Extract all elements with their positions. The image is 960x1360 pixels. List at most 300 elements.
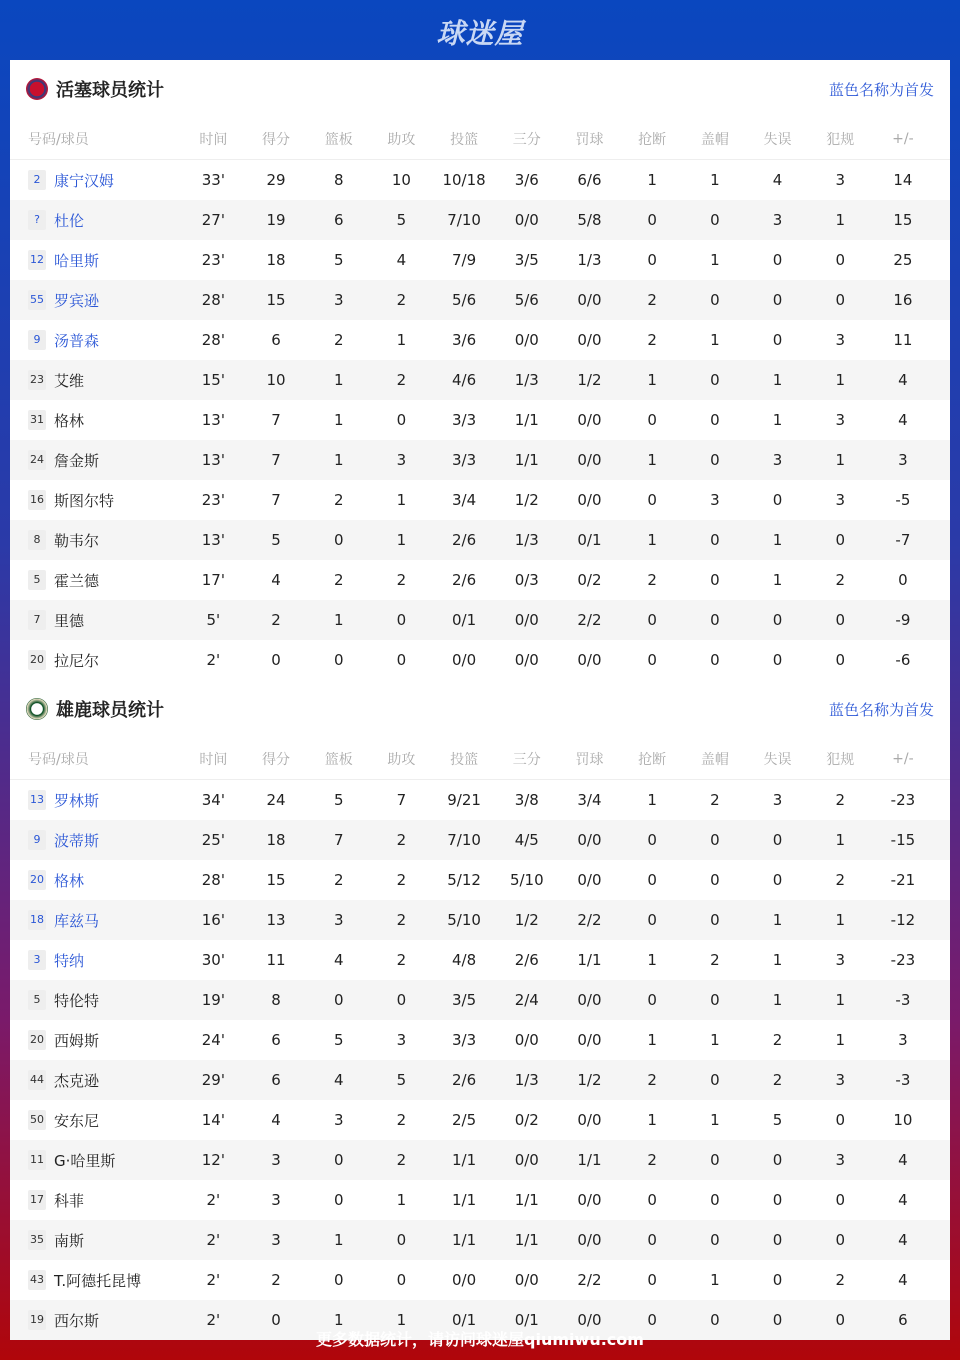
stat-盖帽: 0 <box>710 831 720 849</box>
stat-+/-: -5 <box>895 491 911 509</box>
stat-+/-: 4 <box>898 1231 908 1249</box>
stat-+/-: -12 <box>890 911 916 929</box>
stat-犯规: 1 <box>835 831 845 849</box>
player-row[interactable] <box>10 240 950 280</box>
stat-三分: 4/5 <box>514 831 539 849</box>
column-header[interactable]: 三分 <box>512 751 541 768</box>
player-cell[interactable] <box>10 1190 182 1211</box>
stat-三分: 1/3 <box>514 531 539 549</box>
stat-得分: 6 <box>271 1071 281 1089</box>
player-row[interactable] <box>10 600 950 640</box>
player-row[interactable] <box>10 560 950 600</box>
stat-失误: 4 <box>772 171 783 189</box>
stat-+/-: -7 <box>895 531 911 549</box>
player-cell[interactable] <box>10 610 182 631</box>
section-title <box>10 60 950 118</box>
player-name[interactable]: 拉尼尔 <box>54 651 100 670</box>
stat-失误: 1 <box>772 411 783 429</box>
player-name[interactable]: 杜伦 <box>54 211 85 230</box>
stat-助攻: 0 <box>396 611 407 629</box>
stat-+/-: 4 <box>898 1271 908 1289</box>
stat-篮板: 7 <box>333 831 344 849</box>
stat-篮板: 2 <box>333 491 344 509</box>
player-name[interactable]: 波蒂斯 <box>54 831 100 850</box>
jersey-number: 16 <box>28 490 46 510</box>
player-cell[interactable] <box>10 370 182 391</box>
stat-篮板: 8 <box>333 171 344 189</box>
stat-失误: 3 <box>772 451 783 469</box>
stat-+/-: 3 <box>898 451 908 469</box>
player-name[interactable]: 康宁汉姆 <box>54 171 115 190</box>
stat-罚球: 0/0 <box>577 411 602 429</box>
stat-盖帽: 0 <box>710 871 720 889</box>
player-row[interactable] <box>10 1100 950 1140</box>
jersey-number: 17 <box>28 1190 46 1210</box>
stat-篮板: 0 <box>333 1151 344 1169</box>
stat-投篮: 4/6 <box>452 371 477 389</box>
stat-盖帽: 0 <box>710 411 720 429</box>
stat-盖帽: 0 <box>710 1151 720 1169</box>
table-header <box>10 118 950 160</box>
player-name[interactable]: 安东尼 <box>54 1111 100 1130</box>
stat-得分: 13 <box>266 911 286 929</box>
column-header[interactable]: 投篮 <box>450 751 479 768</box>
stat-三分: 0/0 <box>514 1271 539 1289</box>
stat-+/-: 0 <box>898 571 908 589</box>
stat-盖帽: 2 <box>710 951 720 969</box>
column-header[interactable]: 号码/球员 <box>28 751 89 768</box>
player-name[interactable]: 霍兰德 <box>54 571 100 590</box>
stat-篮板: 5 <box>333 251 344 269</box>
player-name[interactable]: 斯图尔特 <box>54 491 115 510</box>
stat-时间: 2' <box>206 651 221 669</box>
player-row[interactable] <box>10 280 950 320</box>
jersey-number: 24 <box>28 450 46 470</box>
column-header[interactable]: +/- <box>892 130 914 147</box>
column-header[interactable]: 盖帽 <box>700 751 729 768</box>
stat-投篮: 3/6 <box>452 331 477 349</box>
column-header[interactable]: 罚球 <box>575 751 604 768</box>
starter-note: 蓝色名称为首发 <box>828 80 934 99</box>
player-name[interactable]: 汤普森 <box>54 331 100 350</box>
player-name[interactable]: 库兹马 <box>54 911 100 930</box>
stat-三分: 0/0 <box>514 1031 539 1049</box>
stat-盖帽: 2 <box>710 791 720 809</box>
stat-时间: 29' <box>201 1071 225 1089</box>
column-header[interactable]: 得分 <box>262 751 291 768</box>
player-row[interactable] <box>10 160 950 200</box>
stat-犯规: 3 <box>835 171 845 189</box>
stat-犯规: 0 <box>835 251 845 269</box>
stat-时间: 13' <box>201 451 225 469</box>
column-header[interactable]: 失误 <box>763 131 792 148</box>
player-cell[interactable] <box>10 570 182 591</box>
stat-盖帽: 0 <box>710 911 720 929</box>
stat-篮板: 0 <box>333 1271 344 1289</box>
column-header[interactable]: 篮板 <box>324 131 353 148</box>
stat-得分: 2 <box>271 1271 281 1289</box>
player-name[interactable]: 詹金斯 <box>54 451 100 470</box>
stat-抢断: 2 <box>647 1071 657 1089</box>
player-cell[interactable] <box>10 1270 182 1291</box>
section-title <box>10 680 950 738</box>
stat-失误: 2 <box>772 1071 783 1089</box>
player-cell[interactable] <box>10 490 182 511</box>
stat-+/-: -23 <box>890 951 916 969</box>
stat-失误: 1 <box>772 571 783 589</box>
stat-抢断: 0 <box>647 871 657 889</box>
stat-罚球: 0/0 <box>577 1311 602 1329</box>
player-cell[interactable] <box>10 910 182 931</box>
stat-时间: 23' <box>201 251 225 269</box>
jersey-number: 11 <box>28 1150 46 1170</box>
jersey-number: 13 <box>28 790 46 810</box>
column-header[interactable]: 号码/球员 <box>28 131 89 148</box>
stat-助攻: 2 <box>396 911 407 929</box>
player-cell[interactable] <box>10 830 182 851</box>
stat-罚球: 0/0 <box>577 651 602 669</box>
stat-犯规: 1 <box>835 211 845 229</box>
footer-promo[interactable]: 更多数据统计，请访问球迷屋qiumiwu.com <box>316 1330 644 1349</box>
stat-投篮: 4/8 <box>452 951 477 969</box>
stat-失误: 1 <box>772 371 783 389</box>
stat-投篮: 3/3 <box>452 451 477 469</box>
stat-助攻: 0 <box>396 411 407 429</box>
stat-篮板: 1 <box>333 1311 344 1329</box>
player-name[interactable]: T.阿德托昆博 <box>54 1271 142 1290</box>
stat-投篮: 2/6 <box>452 531 477 549</box>
stat-犯规: 1 <box>835 371 845 389</box>
stat-抢断: 1 <box>647 951 657 969</box>
stat-罚球: 0/0 <box>577 331 602 349</box>
stat-罚球: 1/1 <box>577 951 602 969</box>
column-header[interactable]: 罚球 <box>575 131 604 148</box>
stat-失误: 5 <box>772 1111 783 1129</box>
stat-投篮: 1/1 <box>452 1151 477 1169</box>
column-header[interactable]: +/- <box>892 750 914 767</box>
player-name[interactable]: 罗林斯 <box>54 791 100 810</box>
stat-盖帽: 1 <box>710 1031 720 1049</box>
stat-篮板: 3 <box>333 291 344 309</box>
stat-罚球: 1/3 <box>577 251 602 269</box>
player-row[interactable] <box>10 940 950 980</box>
stat-罚球: 1/2 <box>577 371 602 389</box>
player-row[interactable] <box>10 1140 950 1180</box>
player-row[interactable] <box>10 980 950 1020</box>
player-name[interactable]: 科菲 <box>54 1191 85 1210</box>
stat-罚球: 3/4 <box>577 791 602 809</box>
stat-+/-: -23 <box>890 791 916 809</box>
player-row[interactable] <box>10 1180 950 1220</box>
column-header[interactable]: 抢断 <box>638 751 667 768</box>
stat-盖帽: 1 <box>710 1271 720 1289</box>
player-cell[interactable] <box>10 450 182 471</box>
stat-助攻: 1 <box>396 531 407 549</box>
stat-时间: 2' <box>206 1311 221 1329</box>
jersey-number: ? <box>28 210 46 230</box>
player-name[interactable]: 艾维 <box>54 371 85 390</box>
stat-+/-: 14 <box>893 171 913 189</box>
stat-投篮: 2/6 <box>452 1071 477 1089</box>
stat-抢断: 0 <box>647 911 657 929</box>
team-section <box>10 60 950 680</box>
player-cell[interactable] <box>10 870 182 891</box>
player-row[interactable] <box>10 440 950 480</box>
player-cell[interactable] <box>10 1110 182 1131</box>
stat-三分: 1/3 <box>514 1071 539 1089</box>
column-header[interactable]: 盖帽 <box>700 131 729 148</box>
column-header[interactable]: 失误 <box>763 751 792 768</box>
jersey-number: 35 <box>28 1230 46 1250</box>
stat-三分: 0/0 <box>514 651 539 669</box>
stat-篮板: 0 <box>333 531 344 549</box>
stat-篮板: 1 <box>333 371 344 389</box>
column-header[interactable]: 得分 <box>262 131 291 148</box>
stat-助攻: 1 <box>396 331 407 349</box>
stat-抢断: 0 <box>647 251 657 269</box>
stat-三分: 1/1 <box>514 451 539 469</box>
stat-时间: 17' <box>201 571 225 589</box>
player-row[interactable] <box>10 480 950 520</box>
stat-助攻: 2 <box>396 571 407 589</box>
jersey-number: 18 <box>28 910 46 930</box>
stat-失误: 0 <box>772 871 783 889</box>
stat-投篮: 5/6 <box>452 291 477 309</box>
player-name[interactable]: 格林 <box>54 871 85 890</box>
player-row[interactable] <box>10 820 950 860</box>
stat-三分: 2/6 <box>514 951 539 969</box>
stat-犯规: 1 <box>835 911 845 929</box>
player-row[interactable] <box>10 780 950 820</box>
stat-得分: 3 <box>271 1191 281 1209</box>
starter-note: 蓝色名称为首发 <box>828 700 934 719</box>
player-cell[interactable] <box>10 1030 182 1051</box>
stat-助攻: 2 <box>396 371 407 389</box>
stat-盖帽: 0 <box>710 211 720 229</box>
stat-抢断: 0 <box>647 411 657 429</box>
stat-盖帽: 1 <box>710 331 720 349</box>
player-cell[interactable] <box>10 330 182 351</box>
player-name[interactable]: 杰克逊 <box>54 1071 100 1090</box>
player-name[interactable]: 哈里斯 <box>54 251 100 270</box>
stat-失误: 1 <box>772 951 783 969</box>
column-header[interactable]: 时间 <box>199 131 228 148</box>
stat-助攻: 1 <box>396 1191 407 1209</box>
stat-三分: 2/4 <box>514 991 539 1009</box>
stat-犯规: 3 <box>835 491 845 509</box>
player-row[interactable] <box>10 320 950 360</box>
player-cell[interactable] <box>10 170 182 191</box>
stat-失误: 0 <box>772 491 783 509</box>
stat-犯规: 1 <box>835 451 845 469</box>
player-cell[interactable] <box>10 410 182 431</box>
stat-盖帽: 0 <box>710 291 720 309</box>
player-cell[interactable] <box>10 1150 182 1171</box>
player-row[interactable] <box>10 1260 950 1300</box>
column-header[interactable]: 投篮 <box>450 131 479 148</box>
jersey-number: 20 <box>28 1030 46 1050</box>
stat-犯规: 0 <box>835 1111 845 1129</box>
stat-犯规: 3 <box>835 1071 845 1089</box>
player-name[interactable]: 南斯 <box>54 1231 85 1250</box>
player-row[interactable] <box>10 900 950 940</box>
stat-失误: 1 <box>772 991 783 1009</box>
player-name[interactable]: 勒韦尔 <box>54 531 100 550</box>
stat-投篮: 2/5 <box>452 1111 477 1129</box>
player-name[interactable]: 里德 <box>54 611 85 630</box>
stat-犯规: 0 <box>835 651 845 669</box>
stat-罚球: 0/2 <box>577 571 602 589</box>
stat-罚球: 0/0 <box>577 871 602 889</box>
stat-盖帽: 0 <box>710 1311 720 1329</box>
stat-+/-: -3 <box>895 1071 911 1089</box>
stat-失误: 0 <box>772 251 783 269</box>
stat-犯规: 0 <box>835 1231 845 1249</box>
player-cell[interactable] <box>10 990 182 1011</box>
player-name[interactable]: G·哈里斯 <box>54 1151 116 1170</box>
stat-罚球: 0/0 <box>577 1111 602 1129</box>
player-row[interactable] <box>10 1220 950 1260</box>
stat-得分: 4 <box>271 1111 281 1129</box>
stat-助攻: 3 <box>396 1031 407 1049</box>
stat-抢断: 0 <box>647 211 657 229</box>
player-cell[interactable] <box>10 790 182 811</box>
stat-盖帽: 0 <box>710 651 720 669</box>
stat-得分: 10 <box>266 371 286 389</box>
stat-抢断: 2 <box>647 571 657 589</box>
jersey-number: 20 <box>28 870 46 890</box>
stat-犯规: 2 <box>835 791 845 809</box>
stat-三分: 5/6 <box>514 291 539 309</box>
column-header[interactable]: 助攻 <box>387 131 416 148</box>
stat-罚球: 0/0 <box>577 1231 602 1249</box>
stat-盖帽: 1 <box>710 251 720 269</box>
stat-投篮: 10/18 <box>442 171 486 189</box>
team-section <box>10 680 950 1340</box>
stat-时间: 28' <box>201 871 225 889</box>
player-cell[interactable] <box>10 210 182 231</box>
stat-时间: 33' <box>201 171 225 189</box>
stat-投篮: 3/4 <box>452 491 477 509</box>
player-name[interactable]: 格林 <box>54 411 85 430</box>
stats-card <box>10 60 950 1330</box>
stat-盖帽: 0 <box>710 1191 720 1209</box>
stat-三分: 1/3 <box>514 371 539 389</box>
stat-失误: 3 <box>772 211 783 229</box>
stat-失误: 0 <box>772 1191 783 1209</box>
jersey-number: 3 <box>28 950 46 970</box>
stat-三分: 0/0 <box>514 211 539 229</box>
player-row[interactable] <box>10 520 950 560</box>
player-row[interactable] <box>10 200 950 240</box>
stat-抢断: 1 <box>647 171 657 189</box>
stat-+/-: 4 <box>898 411 908 429</box>
stat-罚球: 0/0 <box>577 1191 602 1209</box>
player-name[interactable]: 西尔斯 <box>54 1311 100 1330</box>
stat-抢断: 2 <box>647 291 657 309</box>
player-row[interactable] <box>10 1060 950 1100</box>
stat-三分: 0/2 <box>514 1111 539 1129</box>
stat-盖帽: 0 <box>710 611 720 629</box>
stat-篮板: 5 <box>333 1031 344 1049</box>
stat-投篮: 2/6 <box>452 571 477 589</box>
player-cell[interactable] <box>10 950 182 971</box>
player-cell[interactable] <box>10 650 182 671</box>
player-cell[interactable] <box>10 1230 182 1251</box>
stat-盖帽: 1 <box>710 171 720 189</box>
stat-抢断: 1 <box>647 791 657 809</box>
stat-投篮: 7/10 <box>447 831 481 849</box>
stat-抢断: 1 <box>647 371 657 389</box>
stat-三分: 1/1 <box>514 1231 539 1249</box>
stat-助攻: 2 <box>396 291 407 309</box>
bucks-logo-icon <box>26 698 48 720</box>
jersey-number: 12 <box>28 250 46 270</box>
stat-+/-: 15 <box>893 211 913 229</box>
player-cell[interactable] <box>10 290 182 311</box>
player-name[interactable]: 特纳 <box>54 951 85 970</box>
stat-得分: 24 <box>266 791 286 809</box>
player-row[interactable] <box>10 1020 950 1060</box>
stat-投篮: 5/12 <box>447 871 481 889</box>
stat-盖帽: 0 <box>710 531 720 549</box>
column-header[interactable]: 助攻 <box>387 751 416 768</box>
stat-助攻: 2 <box>396 831 407 849</box>
stat-三分: 0/0 <box>514 1151 539 1169</box>
stat-得分: 3 <box>271 1151 281 1169</box>
stat-犯规: 0 <box>835 531 845 549</box>
jersey-number: 43 <box>28 1270 46 1290</box>
stat-+/-: 3 <box>898 1031 908 1049</box>
jersey-number: 20 <box>28 650 46 670</box>
stat-投篮: 3/3 <box>452 1031 477 1049</box>
column-header[interactable]: 抢断 <box>638 131 667 148</box>
stat-失误: 0 <box>772 1271 783 1289</box>
stat-抢断: 1 <box>647 1111 657 1129</box>
stat-投篮: 0/1 <box>452 611 477 629</box>
stat-+/-: 11 <box>893 331 913 349</box>
player-row[interactable] <box>10 860 950 900</box>
player-row[interactable] <box>10 640 950 680</box>
player-name[interactable]: 西姆斯 <box>54 1031 100 1050</box>
stat-投篮: 0/0 <box>452 651 477 669</box>
stat-失误: 3 <box>772 791 783 809</box>
stat-助攻: 5 <box>396 1071 407 1089</box>
stat-投篮: 3/5 <box>452 991 477 1009</box>
stat-犯规: 3 <box>835 331 845 349</box>
player-row[interactable] <box>10 360 950 400</box>
stat-罚球: 1/2 <box>577 1071 602 1089</box>
player-name[interactable]: 罗宾逊 <box>54 291 100 310</box>
player-cell[interactable] <box>10 1070 182 1091</box>
stat-助攻: 0 <box>396 651 407 669</box>
player-cell[interactable] <box>10 530 182 551</box>
site-logo: 球迷屋 <box>436 17 524 50</box>
stat-得分: 4 <box>271 571 281 589</box>
stat-篮板: 2 <box>333 871 344 889</box>
column-header[interactable]: 篮板 <box>324 751 353 768</box>
column-header[interactable]: 犯规 <box>826 751 855 768</box>
player-row[interactable] <box>10 400 950 440</box>
player-name[interactable]: 特伦特 <box>54 991 100 1010</box>
column-header[interactable]: 犯规 <box>826 131 855 148</box>
stat-投篮: 3/3 <box>452 411 477 429</box>
jersey-number: 23 <box>28 370 46 390</box>
player-cell[interactable] <box>10 250 182 271</box>
column-header[interactable]: 三分 <box>512 131 541 148</box>
stat-时间: 13' <box>201 531 225 549</box>
column-header[interactable]: 时间 <box>199 751 228 768</box>
